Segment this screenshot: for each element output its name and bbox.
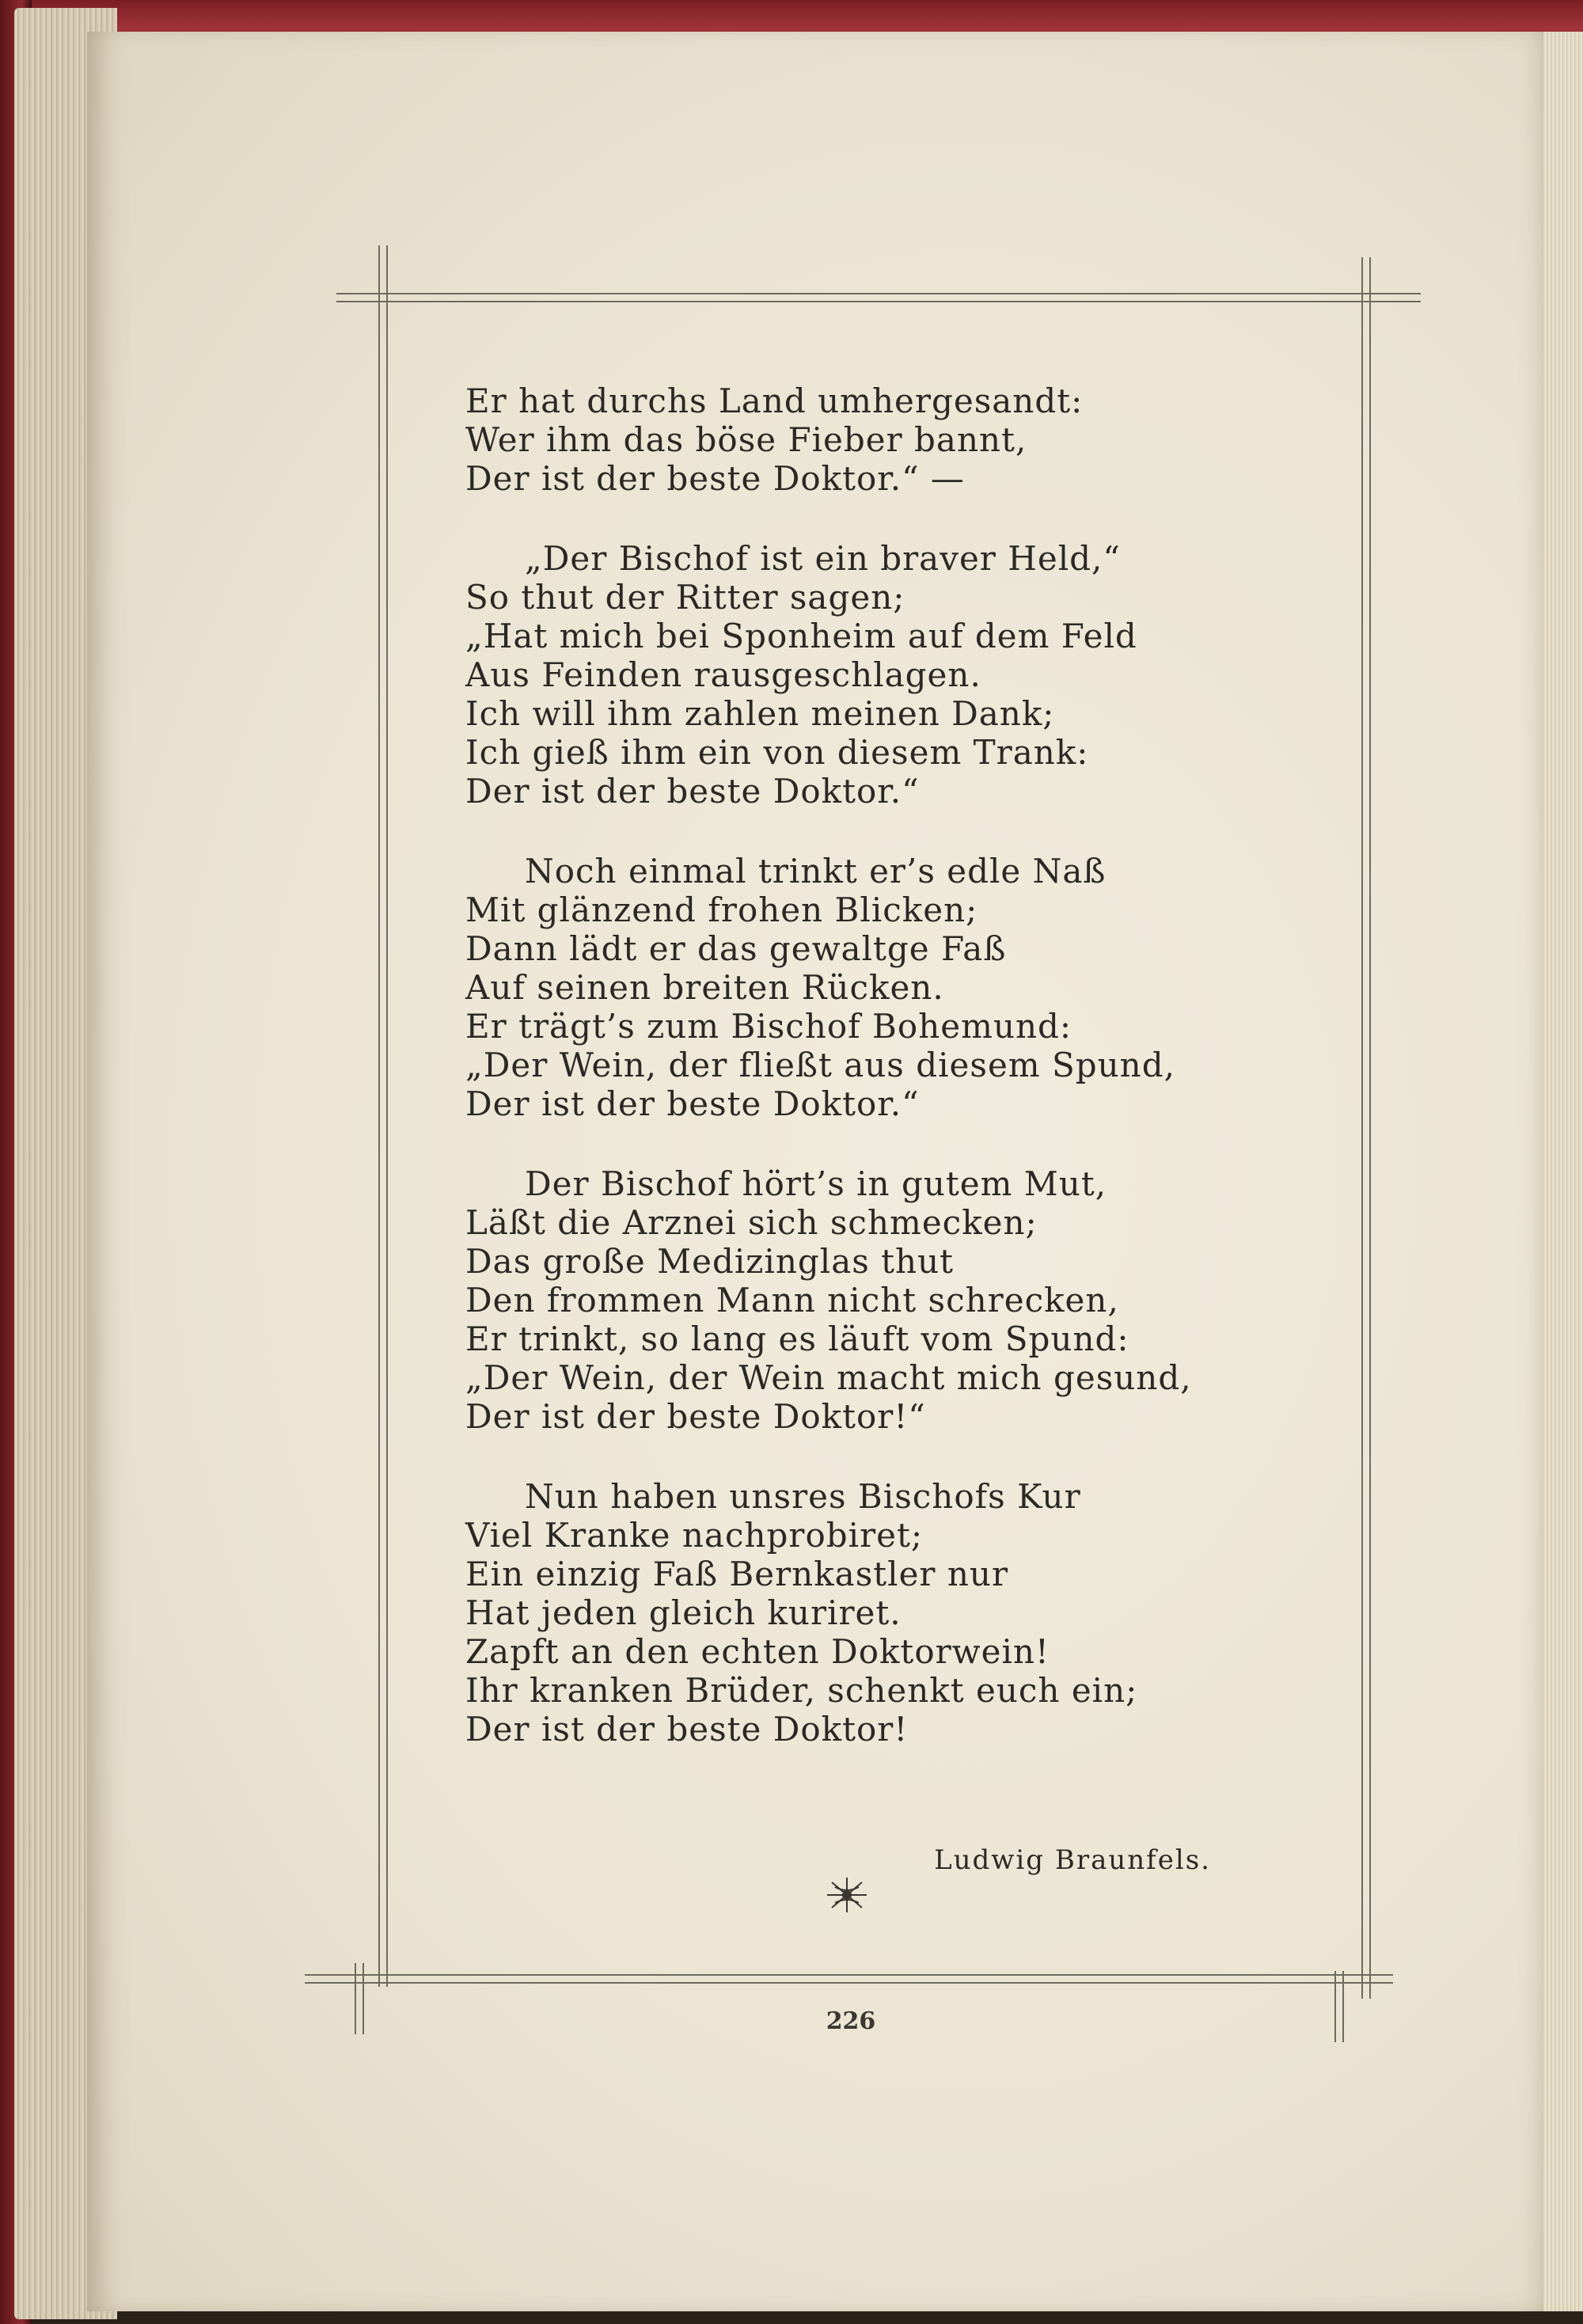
- stanza-4: [465, 1164, 1241, 1436]
- footer-left-stub-inner: [363, 1963, 364, 2034]
- footer-right-stub: [1334, 1971, 1336, 2042]
- poem-line: „Der Bischof ist ein braver Held,“: [525, 539, 1121, 578]
- poem-line: Viel Kranke nachprobiret;: [465, 1516, 924, 1555]
- poem-line: So thut der Ritter sagen;: [465, 578, 905, 617]
- frame-bottom-rule-inner: [305, 1982, 1393, 1984]
- poem-line: Hat jeden gleich kuriret.: [465, 1593, 902, 1632]
- poem-line: Er trinkt, so lang es läuft vom Spund:: [465, 1320, 1129, 1358]
- poem-line: Der Bischof hört’s in gutem Mut,: [525, 1164, 1107, 1203]
- footer-left-stub: [355, 1963, 356, 2034]
- poem-line: Der ist der beste Doktor.“: [465, 1084, 920, 1123]
- poem-line: Ich gieß ihm ein von diesem Trank:: [465, 733, 1089, 772]
- frame-right-rule-inner: [1369, 257, 1371, 1999]
- poem-line: Wer ihm das böse Fieber bannt,: [465, 420, 1027, 459]
- page-stack-right: [1539, 32, 1583, 2311]
- poem-line: Dann lädt er das gewaltge Faß: [465, 929, 1007, 968]
- poem-line: Der ist der beste Doktor.“ —: [465, 459, 965, 498]
- poem-line: Auf seinen breiten Rücken.: [465, 968, 944, 1007]
- stanza-3: [465, 852, 1241, 1123]
- poem-line: Er trägt’s zum Bischof Bohemund:: [465, 1007, 1072, 1046]
- poem-text: [465, 382, 1241, 1790]
- poem-line: Der ist der beste Doktor!“: [465, 1397, 926, 1436]
- poem-line: Mit glänzend frohen Blicken;: [465, 890, 978, 929]
- poem-line: Den frommen Mann nicht schrecken,: [465, 1281, 1119, 1320]
- poem-line: Nun haben unsres Bischofs Kur: [525, 1477, 1081, 1516]
- frame-bottom-rule: [305, 1974, 1393, 1976]
- poem-line: „Hat mich bei Sponheim auf dem Feld: [465, 617, 1137, 655]
- poem-line: Zapft an den echten Doktorwein!: [465, 1632, 1050, 1671]
- frame-right-rule: [1361, 257, 1363, 1999]
- frame-top-rule-inner: [336, 301, 1421, 302]
- poem-line: Noch einmal trinkt er’s edle Naß: [525, 852, 1107, 890]
- poem-line: Der ist der beste Doktor.“: [465, 772, 920, 811]
- page-number: 226: [826, 2007, 876, 2035]
- poem-line: Der ist der beste Doktor!: [465, 1710, 909, 1749]
- frame-left-rule-inner: [386, 245, 388, 1987]
- frame-top-rule: [336, 293, 1421, 294]
- poem-line: „Der Wein, der fließt aus diesem Spund,: [465, 1046, 1175, 1084]
- stanza-1: [465, 382, 1241, 498]
- footer-right-stub-inner: [1342, 1971, 1344, 2042]
- poem-line: Ihr kranken Brüder, schenkt euch ein;: [465, 1671, 1138, 1710]
- poem-line: Aus Feinden rausgeschlagen.: [465, 655, 981, 694]
- poem-line: Er hat durchs Land umhergesandt:: [465, 382, 1084, 420]
- poem-line: Ich will ihm zahlen meinen Dank;: [465, 694, 1055, 733]
- poem-line: Ein einzig Faß Bernkastler nur: [465, 1555, 1009, 1593]
- stanza-5: [465, 1477, 1241, 1749]
- poem-line: „Der Wein, der Wein macht mich gesund,: [465, 1358, 1192, 1397]
- stanza-2: [465, 539, 1241, 811]
- frame-left-rule: [378, 245, 380, 1987]
- author-signature: Ludwig Braunfels.: [934, 1844, 1211, 1876]
- poem-line: Das große Medizinglas thut: [465, 1242, 955, 1281]
- poem-line: Läßt die Arznei sich schmecken;: [465, 1203, 1038, 1242]
- floral-ornament-icon: [819, 1871, 875, 1919]
